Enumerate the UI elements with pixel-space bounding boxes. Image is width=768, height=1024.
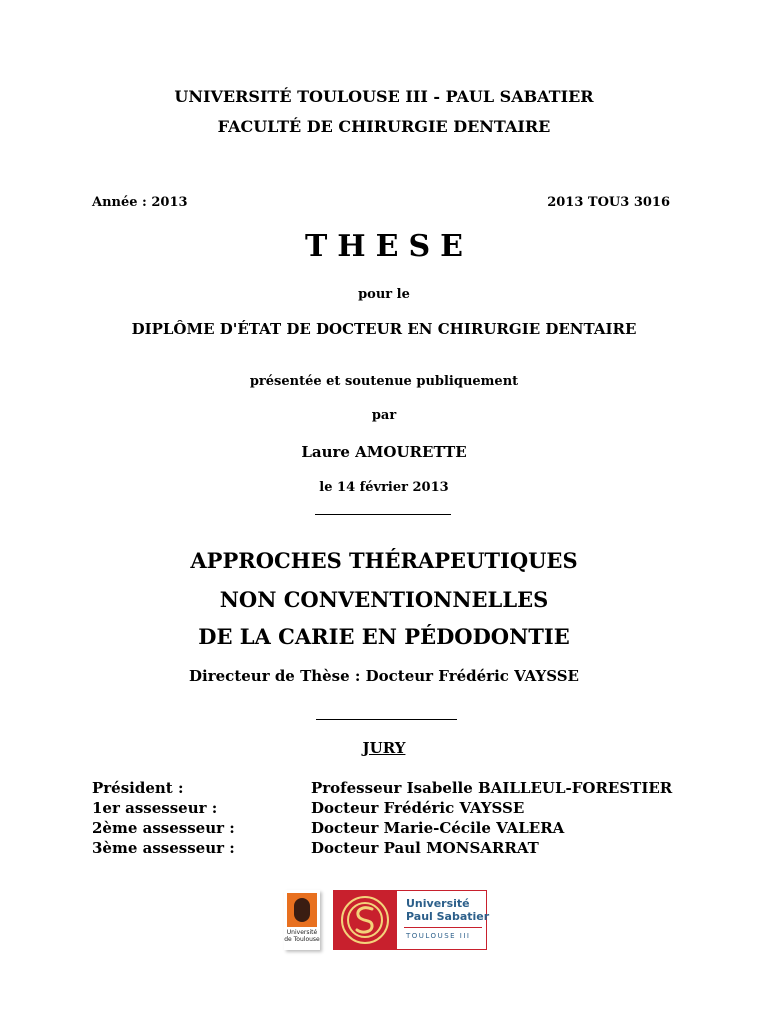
thesis-number: 2013 TOU3 3016 bbox=[547, 195, 670, 210]
jury-role: 1er assesseur : bbox=[92, 799, 218, 817]
universite-paul-sabatier-logo bbox=[333, 890, 490, 950]
ups-line-3: TOULOUSE III bbox=[406, 932, 471, 940]
page-title: THESE bbox=[304, 229, 474, 264]
toulouse-seal-icon bbox=[287, 893, 317, 927]
jury-title: JURY bbox=[362, 739, 406, 757]
par-text: par bbox=[371, 408, 397, 423]
jury-role: Président : bbox=[92, 779, 184, 797]
diploma-name: DIPLÔME D'ÉTAT DE DOCTEUR EN CHIRURGIE DENTAIRE bbox=[131, 320, 637, 338]
jury-member-name: Docteur Paul MONSARRAT bbox=[311, 839, 539, 857]
jury-member-name: Docteur Frédéric VAYSSE bbox=[311, 799, 525, 817]
presented-text: présentée et soutenue publiquement bbox=[249, 374, 519, 389]
subject-line-2: NON CONVENTIONNELLES bbox=[219, 587, 549, 612]
defense-date: le 14 février 2013 bbox=[319, 480, 449, 495]
ups-line-1: Université bbox=[406, 897, 470, 910]
ut-logo-text: Université de Toulouse bbox=[284, 929, 320, 943]
faculty-name: FACULTÉ DE CHIRURGIE DENTAIRE bbox=[217, 117, 551, 136]
jury-member-name: Docteur Marie-Cécile VALERA bbox=[311, 819, 565, 837]
jury-row bbox=[92, 839, 692, 859]
pour-le-text: pour le bbox=[358, 287, 410, 302]
subject-line-3: DE LA CARIE EN PÉDODONTIE bbox=[198, 624, 570, 649]
jury-role: 2ème assesseur : bbox=[92, 819, 235, 837]
author-name: Laure AMOURETTE bbox=[301, 443, 467, 461]
divider bbox=[316, 719, 457, 720]
jury-row bbox=[92, 819, 692, 839]
jury-row bbox=[92, 779, 692, 799]
jury-role: 3ème assesseur : bbox=[92, 839, 235, 857]
ups-line-2: Paul Sabatier bbox=[406, 910, 490, 923]
thesis-director: Directeur de Thèse : Docteur Frédéric VAYSSE bbox=[189, 667, 579, 685]
divider bbox=[315, 514, 451, 515]
university-name: UNIVERSITÉ TOULOUSE III - PAUL SABATIER bbox=[174, 87, 594, 106]
jury-member-name: Professeur Isabelle BAILLEUL-FORESTIER bbox=[311, 779, 673, 797]
subject-line-1: APPROCHES THÉRAPEUTIQUES bbox=[190, 548, 578, 573]
academic-year: Année : 2013 bbox=[92, 195, 188, 210]
universite-de-toulouse-logo bbox=[284, 890, 320, 950]
ups-emblem-icon bbox=[334, 891, 397, 949]
jury-row bbox=[92, 799, 692, 819]
ups-divider bbox=[404, 927, 482, 928]
